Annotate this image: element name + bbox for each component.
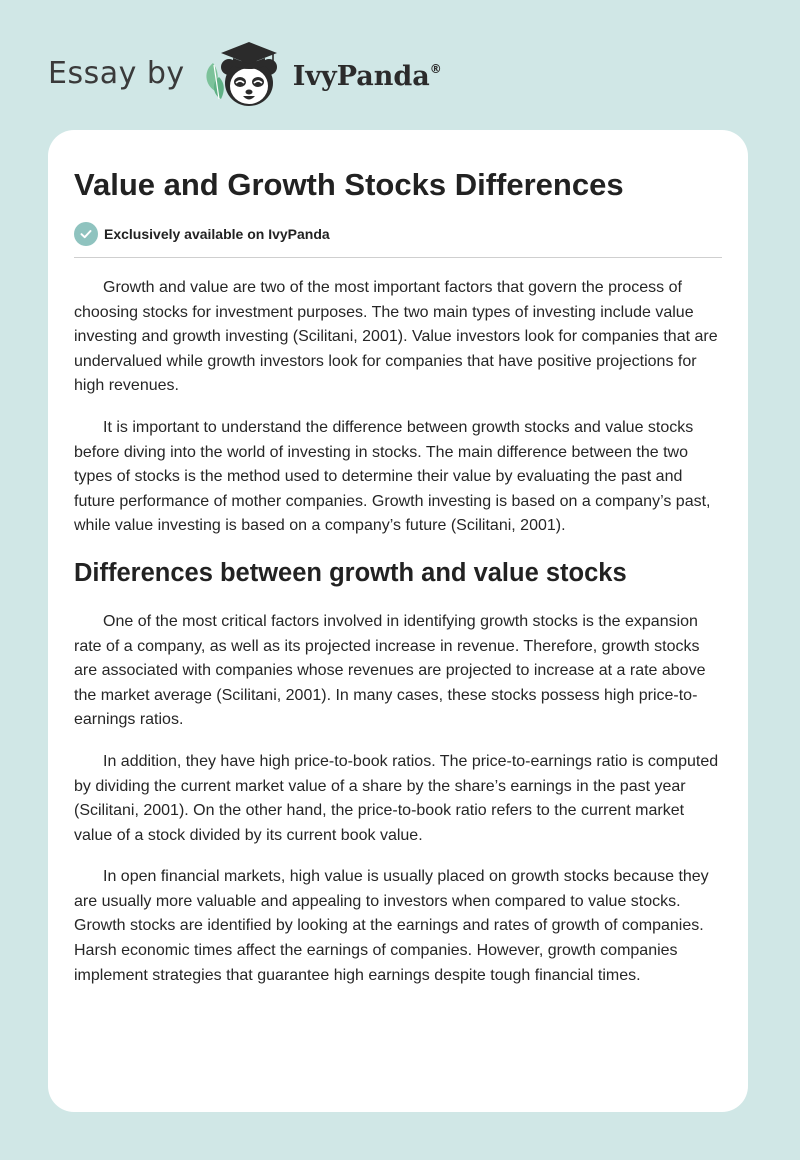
paragraph: In open financial markets, high value is usually placed on growth stocks because they are usually more valuable and appealing to investors when compared to value stocks. Growth stocks are identified by looking at the earnings and rates of growth of companies. Harsh economic times affect the earnings of companies. However, growth companies implement strategies that guarantee high earnings despite tough financial times. — [74, 868, 709, 984]
essay-card — [48, 130, 748, 1112]
exclusive-badge — [74, 221, 722, 247]
paragraph: One of the most critical factors involved in identifying growth stocks is the expansion rate of a company, as well as its projected increase in revenue. Therefore, growth stocks are associated with companies whose revenues are projected to increase at a rate above the market average (Scilitani, 2001). In many cases, these stocks possess high price-to-earnings ratios. — [74, 612, 706, 729]
brand-name: IvyPanda® — [292, 60, 442, 92]
paragraph: Growth and value are two of the most important factors that govern the process of choosing stocks for investment purposes. The two main types of investing include value investing and growth investing (Scilitani, 2001). Value investors look for companies that are undervalued while growth investors look for companies that have positive projections for high revenues. — [74, 279, 718, 395]
title-divider — [74, 257, 722, 258]
page-title: Value and Growth Stocks Differences — [74, 167, 624, 202]
registered-mark: ® — [429, 61, 442, 76]
paragraph: In addition, they have high price-to-book ratios. The price-to-earnings ratio is computed by dividing the current market value of a share by the share’s earnings in the past year (Scilitani, 2001). On the other hand, the price-to-book ratio refers to the current market value of a stock divided by its current book value. — [74, 752, 719, 844]
panda-graduate-icon — [199, 33, 291, 113]
check-icon — [74, 222, 98, 246]
brand-prefix: Essay by — [48, 55, 185, 91]
paragraph: It is important to understand the difference between growth stocks and value stocks before diving into the world of investing in stocks. The main difference between the two types of stocks is the method used to determine their value by evaluating the past and future performance of mother companies. Growth investing is based on a company’s past, while value investing is based on a company’s future (Scilitani, 2001). — [74, 418, 711, 535]
brand-logo[interactable] — [48, 28, 442, 118]
section-heading: Differences between growth and value stocks — [74, 558, 627, 587]
exclusive-label: Exclusively available on IvyPanda — [104, 226, 330, 242]
